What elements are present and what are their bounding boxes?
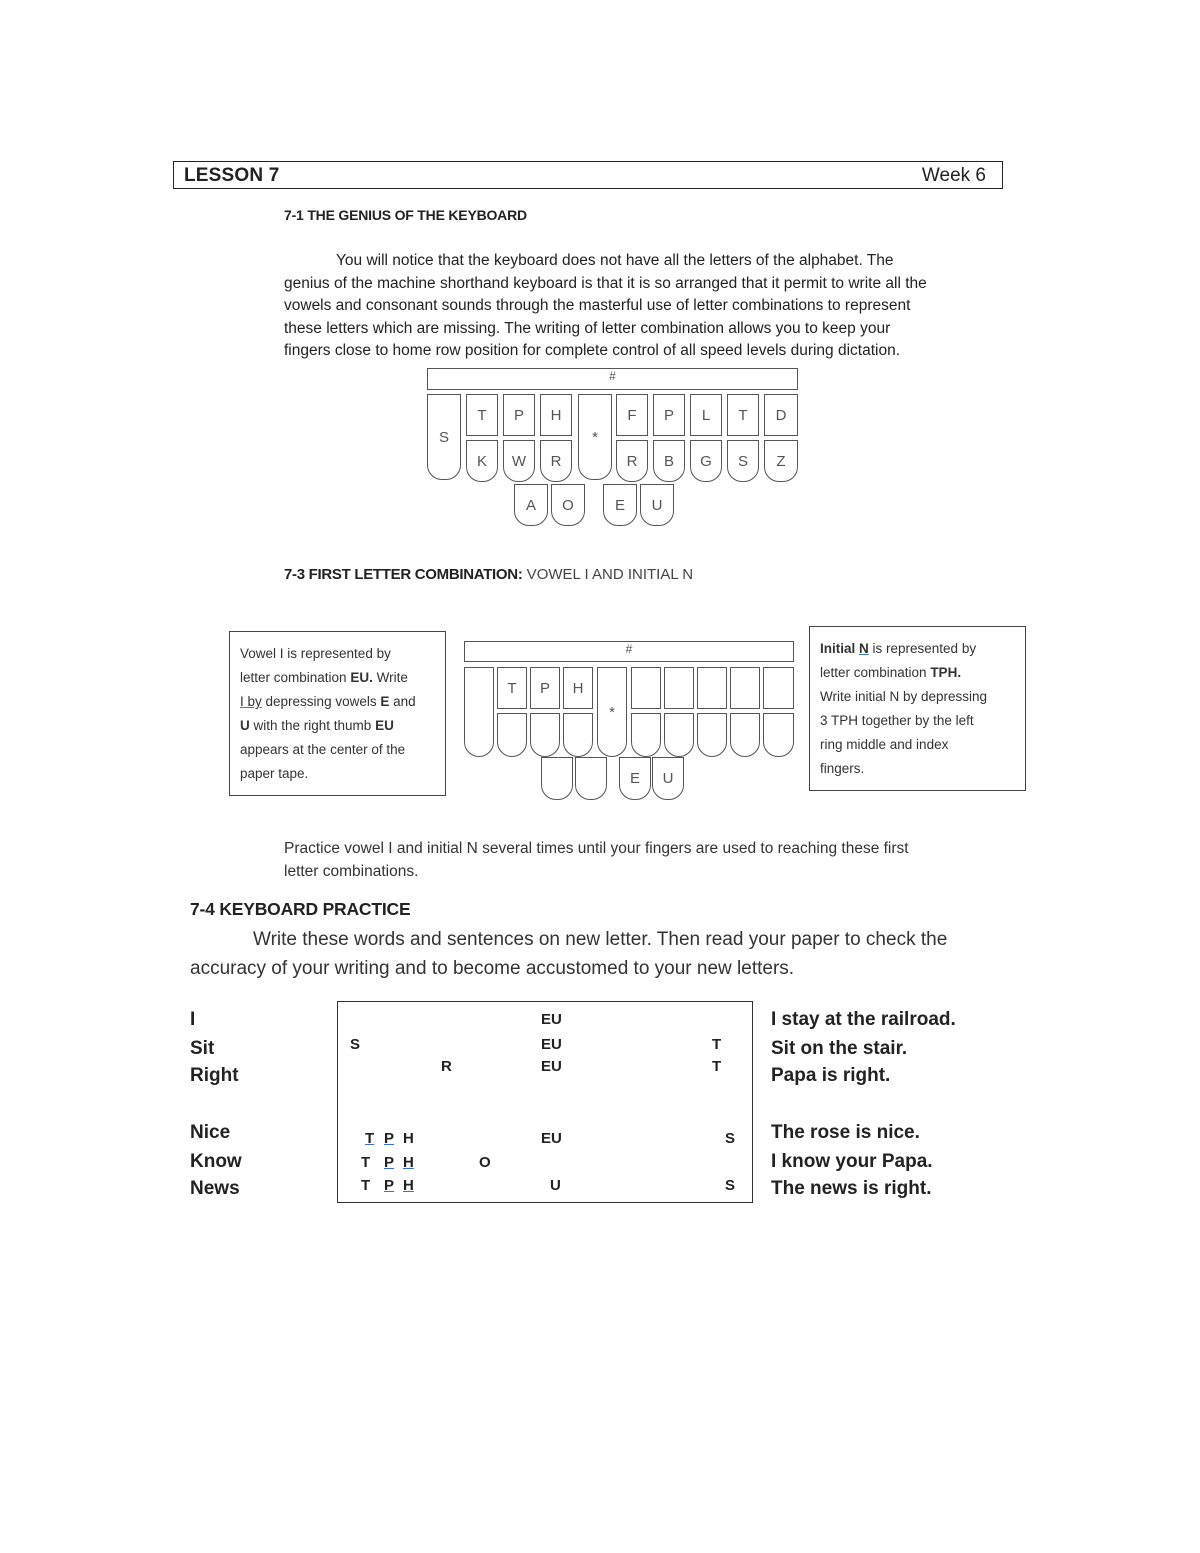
body-line: genius of the machine shorthand keyboard is that it is so arranged that it permit to write all the: [284, 274, 927, 292]
key-blank: [730, 667, 760, 709]
key-w: W: [503, 440, 535, 482]
key-p: P: [530, 667, 560, 709]
stroke-text: T: [365, 1130, 375, 1147]
week-label: Week 6: [921, 165, 986, 186]
practice-word: News: [190, 1178, 240, 1199]
body-line: You will notice that the keyboard does not have all the letters of the alphabet. The: [336, 252, 894, 269]
stroke-text: H: [403, 1154, 414, 1171]
key-t-right: T: [727, 394, 759, 436]
key-p: P: [503, 394, 535, 436]
body-line: fingers close to home row position for complete control of all speed levels during dictation.: [284, 342, 901, 359]
stroke-text: EU: [541, 1036, 562, 1053]
stroke-text: S: [725, 1177, 736, 1194]
key-blank: [563, 713, 593, 757]
key-r-right: R: [616, 440, 648, 482]
key-a: A: [514, 484, 548, 526]
stroke-text: EU: [541, 1011, 562, 1028]
key-z: Z: [764, 440, 798, 482]
key-a-blank: [541, 757, 573, 800]
stroke-text: EU: [541, 1130, 562, 1147]
practice-word: Right: [190, 1065, 239, 1086]
key-blank: [730, 713, 760, 757]
practice-note: Practice vowel I and initial N several times until your fingers are used to reaching these first letter combinations.: [284, 840, 909, 880]
section-7-4-title: 7-4 KEYBOARD PRACTICE: [190, 899, 411, 919]
practice-sentence: The rose is nice.: [771, 1122, 920, 1143]
practice-sentence: Papa is right.: [771, 1065, 891, 1086]
stroke-text: R: [441, 1058, 452, 1075]
number-bar: #: [464, 641, 794, 662]
key-blank: [697, 713, 727, 757]
key-p-right: P: [653, 394, 685, 436]
practice-word: I: [190, 1009, 196, 1030]
lesson-title: LESSON 7: [184, 165, 280, 186]
lesson-header: [173, 161, 1003, 189]
key-o: O: [551, 484, 585, 526]
stroke-text: T: [361, 1177, 371, 1194]
key-r: R: [540, 440, 572, 482]
initial-n-explanation-box: Initial N is represented by letter combination TPH. Write initial N by depressing 3 TPH together by the left ring middle and index fingers.: [809, 626, 1026, 791]
key-s: S: [427, 394, 461, 480]
stroke-text: T: [712, 1036, 722, 1053]
key-blank: [763, 713, 794, 757]
key-k: K: [466, 440, 498, 482]
key-blank: [530, 713, 560, 757]
stroke-text: S: [350, 1036, 361, 1053]
key-s-right: S: [727, 440, 759, 482]
key-star: *: [578, 394, 612, 480]
practice-sentence: I stay at the railroad.: [771, 1009, 956, 1030]
practice-word: Know: [190, 1151, 242, 1172]
stroke-text: O: [479, 1154, 491, 1171]
stroke-text: H: [403, 1130, 414, 1147]
body-line: these letters which are missing. The writing of letter combination allows you to keep your: [284, 319, 891, 337]
key-e: E: [619, 757, 651, 800]
key-blank: [631, 713, 661, 757]
practice-sentence: The news is right.: [771, 1178, 932, 1199]
stroke-text: P: [384, 1130, 395, 1147]
stroke-text: P: [384, 1154, 395, 1171]
key-g: G: [690, 440, 722, 482]
section-7-4-body: Write these words and sentences on new letter. Then read your paper to check the accuracy of your writing and to become accustomed to your new letters.: [190, 929, 948, 979]
stroke-text: S: [725, 1130, 736, 1147]
number-bar: #: [427, 368, 798, 390]
practice-sentence: I know your Papa.: [771, 1151, 933, 1172]
key-l: L: [690, 394, 722, 436]
vowel-i-explanation-box: Vowel I is represented by letter combination EU. Write I by depressing vowels E and U with the right thumb EU appears at the center of the paper tape.: [229, 631, 446, 796]
key-u: U: [652, 757, 684, 800]
key-t: T: [466, 394, 498, 436]
key-blank: [763, 667, 794, 709]
stroke-text: U: [550, 1177, 561, 1194]
key-u: U: [640, 484, 674, 526]
practice-sentence: Sit on the stair.: [771, 1038, 908, 1059]
section-7-1-body: [284, 250, 1004, 363]
body-line: vowels and consonant sounds through the masterful use of letter combinations to represent: [284, 297, 911, 314]
stroke-text: EU: [541, 1058, 562, 1075]
key-e: E: [603, 484, 637, 526]
key-s-blank: [464, 667, 494, 757]
key-b: B: [653, 440, 685, 482]
key-o-blank: [575, 757, 607, 800]
key-h: H: [540, 394, 572, 436]
stroke-text: T: [361, 1154, 371, 1171]
key-t: T: [497, 667, 527, 709]
practice-word: Sit: [190, 1038, 215, 1059]
key-blank: [664, 713, 694, 757]
key-f: F: [616, 394, 648, 436]
section-7-1-title: 7-1 THE GENIUS OF THE KEYBOARD: [284, 207, 527, 223]
key-blank: [697, 667, 727, 709]
practice-word: Nice: [190, 1122, 231, 1143]
stroke-text: H: [403, 1177, 414, 1194]
steno-stroke-box: [337, 1001, 753, 1203]
stroke-text: P: [384, 1177, 395, 1194]
key-d: D: [764, 394, 798, 436]
key-blank: [664, 667, 694, 709]
stroke-text: T: [712, 1058, 722, 1075]
key-h: H: [563, 667, 593, 709]
key-blank: [497, 713, 527, 757]
key-blank: [631, 667, 661, 709]
key-star: *: [597, 667, 627, 757]
section-7-3-title: 7-3 FIRST LETTER COMBINATION: VOWEL I AND INITIAL N: [284, 566, 694, 583]
